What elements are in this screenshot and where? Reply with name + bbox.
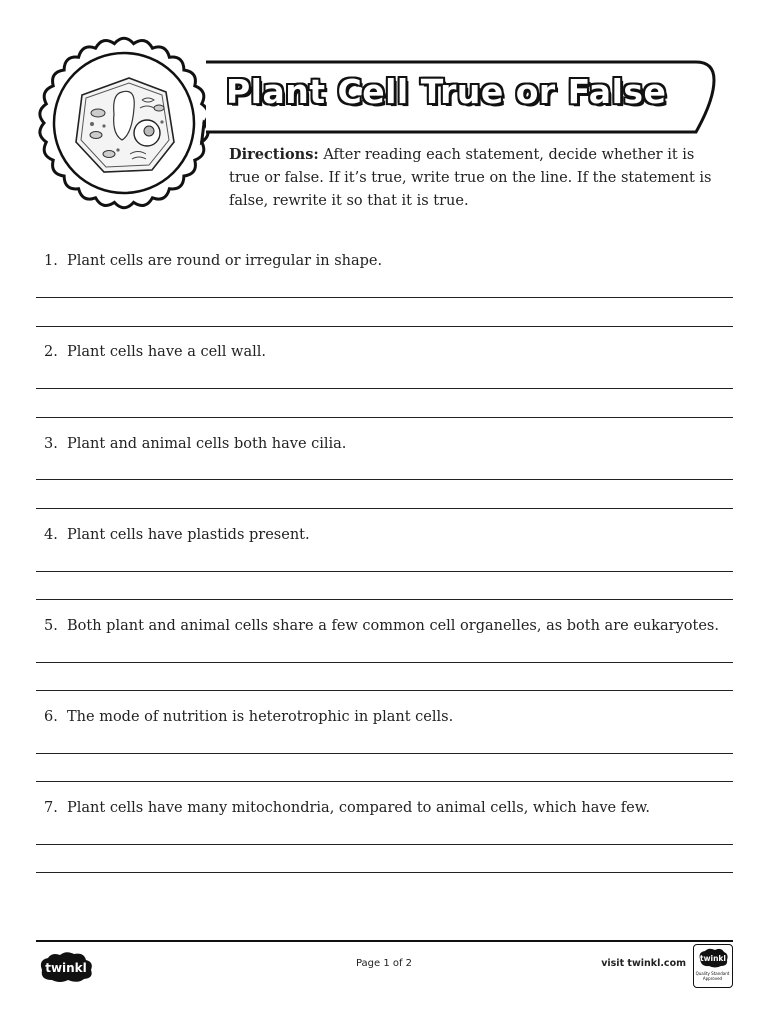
question-number: 6. (44, 709, 58, 725)
logo-text: twinkl (45, 961, 87, 975)
answer-line[interactable] (36, 508, 733, 509)
question-text: The mode of nutrition is heterotrophic in plant cells. (67, 709, 454, 725)
answer-line[interactable] (36, 781, 733, 782)
question-number: 2. (44, 344, 58, 360)
question-6 (44, 709, 744, 725)
answer-line[interactable] (36, 872, 733, 873)
question-number: 1. (44, 253, 58, 269)
question-text: Plant cells have plastids present. (67, 527, 310, 543)
badge-text: Quality Standard Approved (695, 971, 730, 981)
question-5 (44, 618, 744, 634)
question-text: Plant and animal cells both have cilia. (67, 436, 347, 452)
page-number: Page 1 of 2 (355, 958, 413, 969)
answer-line[interactable] (36, 753, 733, 754)
question-number: 4. (44, 527, 58, 543)
question-text: Plant cells have a cell wall. (67, 344, 266, 360)
directions (229, 143, 719, 213)
answer-line[interactable] (36, 479, 733, 480)
question-text: Plant cells have many mitochondria, compared to animal cells, which have few. (67, 800, 650, 816)
answer-line[interactable] (36, 690, 733, 691)
question-2 (44, 344, 744, 360)
answer-line[interactable] (36, 599, 733, 600)
answer-line[interactable] (36, 388, 733, 389)
answer-line[interactable] (36, 417, 733, 418)
answer-line[interactable] (36, 297, 733, 298)
question-4 (44, 527, 744, 543)
footer-divider (36, 940, 733, 942)
question-3 (44, 436, 744, 452)
answer-line[interactable] (36, 326, 733, 327)
directions-label: Directions: (229, 146, 319, 163)
directions-text: After reading each statement, decide whether it is true or false. If it’s true, write true on the line. If the statement is false, rewrite it so that it is true. (229, 147, 712, 209)
question-text: Both plant and animal cells share a few common cell organelles, as both are eukaryotes. (67, 618, 719, 634)
answer-line[interactable] (36, 844, 733, 845)
visit-link[interactable]: visit twinkl.com (601, 958, 686, 969)
question-number: 5. (44, 618, 58, 634)
question-number: 7. (44, 800, 58, 816)
quality-standard-badge-icon (693, 944, 733, 988)
plant-cell-badge (34, 30, 214, 220)
question-1 (44, 253, 744, 269)
question-text: Plant cells are round or irregular in shape. (67, 253, 383, 269)
answer-line[interactable] (36, 662, 733, 663)
page-title: Plant Cell True or False (226, 72, 667, 111)
badge-logo-icon (697, 947, 729, 969)
badge-logo-text: twinkl (700, 954, 726, 963)
question-number: 3. (44, 436, 58, 452)
question-7 (44, 800, 744, 816)
answer-line[interactable] (36, 571, 733, 572)
plant-cell-illustration-icon (34, 30, 214, 220)
